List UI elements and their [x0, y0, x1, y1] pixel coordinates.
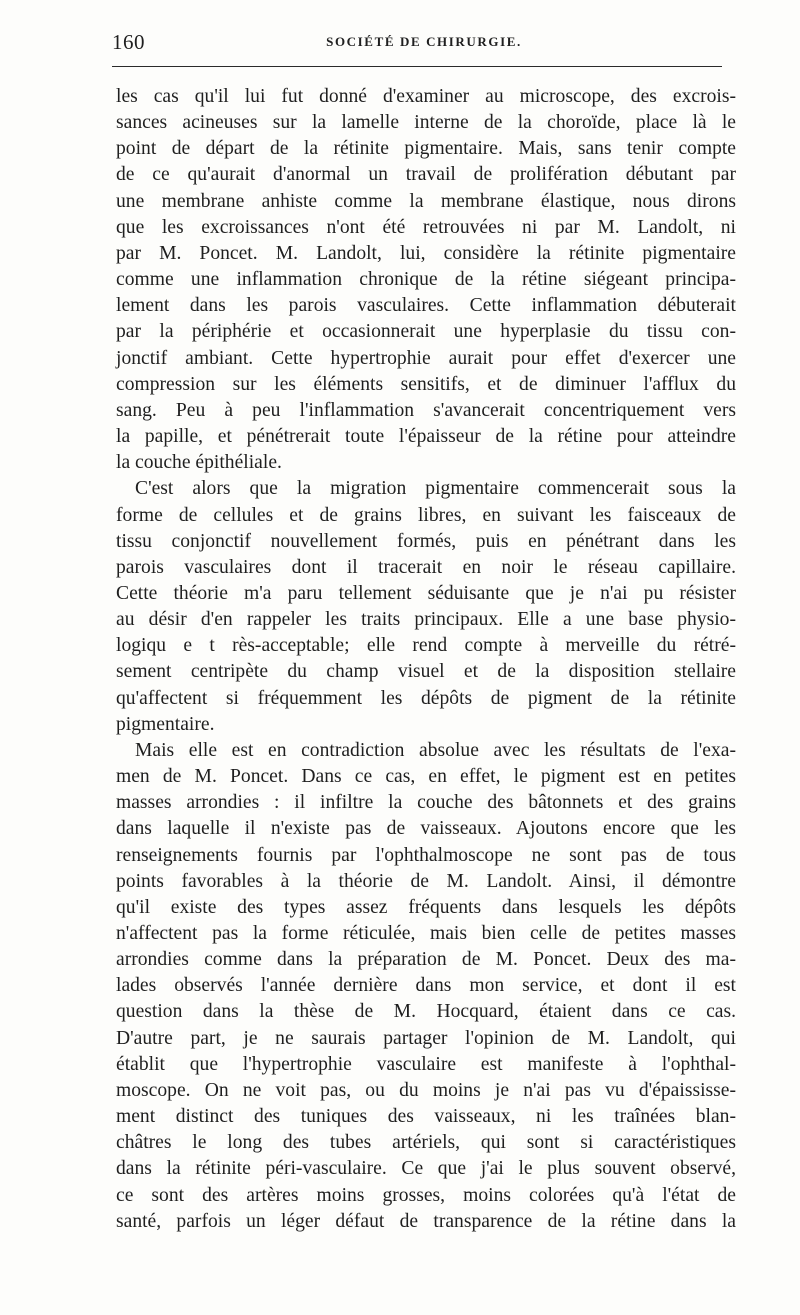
text-line: forme de cellules et de grains libres, en suivant les faisceaux de	[116, 504, 736, 526]
text-line: comme une inflammation chronique de la rétine siégeant principa-	[116, 269, 736, 291]
text-line: de ce qu'aurait d'anormal un travail de prolifération débutant par	[116, 164, 736, 186]
text-line: moscope. On ne voit pas, ou du moins je n'ai pas vu d'épaississe-	[116, 1079, 736, 1101]
text-line: la couche épithéliale.	[116, 452, 282, 474]
text-line: Mais elle est en contradiction absolue avec les résultats de l'exa-	[135, 739, 736, 761]
text-line: dans laquelle il n'existe pas de vaisseaux. Ajoutons encore que les	[116, 818, 736, 840]
text-line: arrondies comme dans la préparation de M. Poncet. Deux des ma-	[116, 949, 736, 971]
page-number: 160	[112, 30, 145, 54]
text-line: renseignements fournis par l'ophthalmoscope ne sont pas de tous	[116, 844, 736, 866]
paragraph	[116, 738, 736, 1235]
paragraph	[116, 476, 736, 738]
text-line: qu'affectent si fréquemment les dépôts de pigment de la rétinite	[116, 687, 736, 709]
text-line: établit que l'hypertrophie vasculaire est manifeste à l'ophthal-	[116, 1053, 736, 1075]
text-line: masses arrondies : il infiltre la couche des bâtonnets et des grains	[116, 792, 736, 814]
text-line: question dans la thèse de M. Hocquard, étaient dans ce cas.	[116, 1001, 736, 1023]
text-line: ment distinct des tuniques des vaisseaux, ni les traînées blan-	[116, 1106, 736, 1128]
text-line: men de M. Poncet. Dans ce cas, en effet, le pigment est en petites	[116, 766, 736, 788]
text-line: Cette théorie m'a paru tellement séduisante que je n'ai pu résister	[116, 582, 736, 604]
text-line: sement centripète du champ visuel et de la disposition stellaire	[116, 661, 736, 683]
text-line: point de départ de la rétinite pigmentaire. Mais, sans tenir compte	[116, 138, 736, 160]
text-line: C'est alors que la migration pigmentaire commencerait sous la	[135, 478, 736, 500]
text-line: lades observés l'année dernière dans mon service, et dont il est	[116, 975, 736, 997]
journal-title: SOCIÉTÉ DE CHIRURGIE.	[326, 34, 522, 49]
text-line: les cas qu'il lui fut donné d'examiner au microscope, des excrois-	[116, 86, 736, 107]
text-line: sang. Peu à peu l'inflammation s'avancerait concentriquement vers	[116, 399, 736, 421]
text-line: lement dans les parois vasculaires. Cette inflammation débuterait	[116, 295, 736, 317]
header-rule	[112, 66, 722, 67]
text-line: santé, parfois un léger défaut de transparence de la rétine dans la	[116, 1210, 736, 1232]
running-head	[112, 30, 736, 56]
paragraph	[116, 84, 736, 476]
text-line: compression sur les éléments sensitifs, et de diminuer l'afflux du	[116, 373, 736, 395]
text-line: jonctif ambiant. Cette hypertrophie aurait pour effet d'exercer une	[116, 347, 736, 369]
text-line: logiqu e t rès-acceptable; elle rend compte à merveille du rétré-	[116, 635, 736, 657]
text-line: au désir d'en rappeler les traits principaux. Elle a une base physio-	[116, 609, 736, 631]
text-line: dans la rétinite péri-vasculaire. Ce que j'ai le plus souvent observé,	[116, 1158, 736, 1180]
text-line: par M. Poncet. M. Landolt, lui, considère la rétinite pigmentaire	[116, 242, 736, 264]
text-line: qu'il existe des types assez fréquents dans lesquels les dépôts	[116, 896, 736, 918]
text-line: n'affectent pas la forme réticulée, mais bien celle de petites masses	[116, 923, 736, 944]
text-line: châtres le long des tubes artériels, qui sont si caractéristiques	[116, 1132, 736, 1154]
body-text	[116, 84, 736, 1235]
text-line: points favorables à la théorie de M. Landolt. Ainsi, il démontre	[116, 870, 736, 892]
text-line: une membrane anhiste comme la membrane élastique, nous dirons	[116, 190, 736, 212]
text-line: que les excroissances n'ont été retrouvées ni par M. Landolt, ni	[116, 216, 736, 238]
text-line: ce sont des artères moins grosses, moins colorées qu'à l'état de	[116, 1184, 736, 1206]
text-line: pigmentaire.	[116, 713, 215, 735]
text-line: D'autre part, je ne saurais partager l'opinion de M. Landolt, qui	[116, 1027, 736, 1049]
text-line: sances acineuses sur la lamelle interne de la choroïde, place là le	[116, 112, 736, 134]
text-line: tissu conjonctif nouvellement formés, puis en pénétrant dans les	[116, 530, 736, 552]
text-line: la papille, et pénétrerait toute l'épaisseur de la rétine pour atteindre	[116, 426, 736, 448]
text-line: par la périphérie et occasionnerait une hyperplasie du tissu con-	[116, 321, 736, 343]
text-line: parois vasculaires dont il tracerait en noir le réseau capillaire.	[116, 556, 736, 578]
